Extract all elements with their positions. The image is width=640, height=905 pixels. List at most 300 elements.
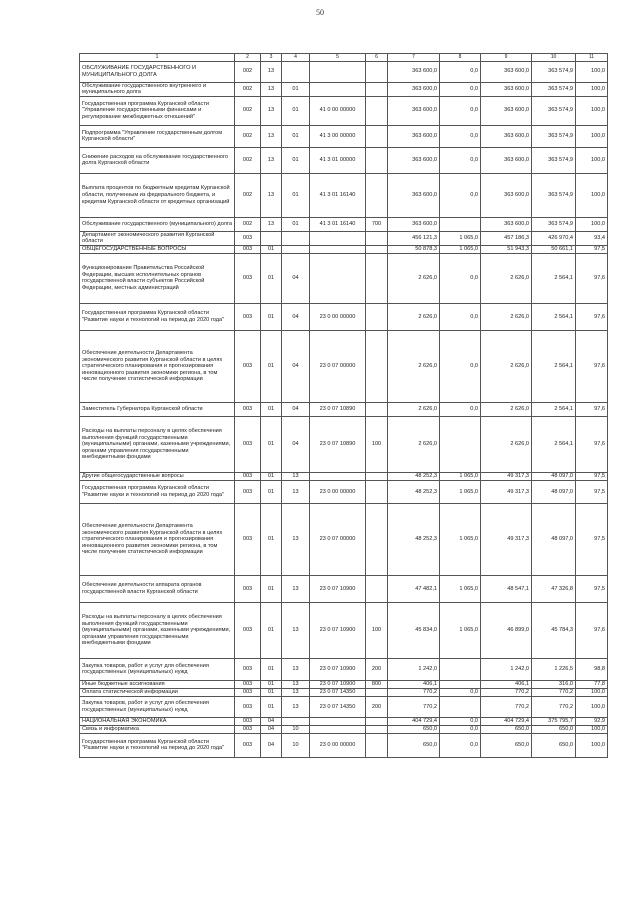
change-amount: 0,0 (440, 147, 481, 173)
expense-name: Обслуживание государственного внутреннего и муниципального долга (80, 82, 235, 96)
refined-amount: 363 600,0 (481, 217, 532, 231)
change-amount: 1 065,0 (440, 231, 481, 245)
executed-amount: 45 784,3 (532, 602, 576, 658)
execution-percent: 100,0 (576, 96, 608, 125)
column-number: 5 (310, 54, 366, 62)
subsection-code: 01 (282, 217, 310, 231)
executed-amount: 650,0 (532, 733, 576, 757)
change-amount: 0,0 (440, 330, 481, 402)
target-article-code: 41 3 00 00000 (310, 125, 366, 147)
approved-amount: 650,0 (388, 725, 440, 733)
target-article-code (310, 253, 366, 303)
executed-amount: 50 661,1 (532, 245, 576, 253)
expense-name: Департамент экономического развития Курганской области (80, 231, 235, 245)
execution-percent: 100,0 (576, 733, 608, 757)
subsection-code: 04 (282, 330, 310, 402)
approved-amount: 363 600,0 (388, 96, 440, 125)
expense-name: Снижение расходов на обслуживание государственного долга Курганской области (80, 147, 235, 173)
table-row (80, 245, 608, 253)
refined-amount: 2 626,0 (481, 416, 532, 472)
subsection-code (282, 245, 310, 253)
refined-amount: 2 626,0 (481, 253, 532, 303)
expense-type-code: 700 (366, 217, 388, 231)
table-row (80, 303, 608, 330)
admin-code: 003 (235, 330, 261, 402)
approved-amount: 2 626,0 (388, 402, 440, 416)
section-code: 01 (261, 575, 282, 602)
refined-amount: 49 317,3 (481, 480, 532, 503)
expense-type-code (366, 82, 388, 96)
approved-amount: 48 252,3 (388, 472, 440, 480)
section-code: 13 (261, 96, 282, 125)
table-row (80, 147, 608, 173)
change-amount: 1 065,0 (440, 575, 481, 602)
refined-amount: 363 600,0 (481, 173, 532, 217)
expense-type-code (366, 96, 388, 125)
refined-amount: 363 600,0 (481, 125, 532, 147)
expense-name: Закупка товаров, работ и услуг для обеспечения государственных (муниципальных) нужд (80, 658, 235, 680)
change-amount: 0,0 (440, 125, 481, 147)
execution-percent: 97,5 (576, 245, 608, 253)
column-number: 2 (235, 54, 261, 62)
target-article-code: 23 0 07 14350 (310, 688, 366, 696)
approved-amount: 363 600,0 (388, 82, 440, 96)
table-row (80, 575, 608, 602)
admin-code: 003 (235, 733, 261, 757)
expense-type-code (366, 330, 388, 402)
expense-type-code: 100 (366, 602, 388, 658)
column-number: 8 (440, 54, 481, 62)
target-article-code (310, 725, 366, 733)
expense-type-code: 100 (366, 416, 388, 472)
change-amount: 0,0 (440, 82, 481, 96)
section-code (261, 231, 282, 245)
subsection-code: 01 (282, 96, 310, 125)
executed-amount: 375 795,7 (532, 717, 576, 725)
execution-percent: 97,5 (576, 480, 608, 503)
admin-code: 003 (235, 575, 261, 602)
subsection-code: 10 (282, 733, 310, 757)
subsection-code: 04 (282, 402, 310, 416)
execution-percent: 97,6 (576, 303, 608, 330)
section-code: 01 (261, 303, 282, 330)
change-amount (440, 680, 481, 688)
expense-type-code (366, 733, 388, 757)
refined-amount: 46 899,0 (481, 602, 532, 658)
subsection-code: 01 (282, 82, 310, 96)
change-amount: 0,0 (440, 688, 481, 696)
admin-code: 003 (235, 253, 261, 303)
executed-amount: 363 574,9 (532, 125, 576, 147)
target-article-code: 23 0 07 00000 (310, 503, 366, 575)
table-row (80, 217, 608, 231)
execution-percent: 97,5 (576, 472, 608, 480)
expense-name: Подпрограмма "Управление государственным долгом Курганской области" (80, 125, 235, 147)
table-row (80, 658, 608, 680)
expense-name: Расходы на выплаты персоналу в целях обеспечения выполнения функций государственными (муниципальными) органами, казенными учреждениями, органами управления государственными внебюджетными фондами (80, 416, 235, 472)
expense-name: Государственная программа Курганской области "Развитие науки и технологий на период до 2020 года" (80, 480, 235, 503)
expense-type-code (366, 472, 388, 480)
admin-code: 003 (235, 688, 261, 696)
table-row (80, 733, 608, 757)
execution-percent: 97,6 (576, 416, 608, 472)
table-row (80, 472, 608, 480)
executed-amount: 426 970,4 (532, 231, 576, 245)
refined-amount: 406,1 (481, 680, 532, 688)
section-code: 04 (261, 717, 282, 725)
executed-amount: 363 574,9 (532, 147, 576, 173)
column-number: 9 (481, 54, 532, 62)
expense-name: Другие общегосударственные вопросы (80, 472, 235, 480)
table-row (80, 480, 608, 503)
column-number: 10 (532, 54, 576, 62)
section-code: 01 (261, 245, 282, 253)
change-amount: 0,0 (440, 96, 481, 125)
subsection-code: 01 (282, 173, 310, 217)
admin-code: 002 (235, 61, 261, 82)
refined-amount: 404 729,4 (481, 717, 532, 725)
execution-percent: 100,0 (576, 82, 608, 96)
expense-type-code (366, 125, 388, 147)
expense-type-code: 800 (366, 680, 388, 688)
expense-name: Обслуживание государственного (муниципального) долга (80, 217, 235, 231)
refined-amount: 2 626,0 (481, 303, 532, 330)
table-row (80, 173, 608, 217)
subsection-code: 01 (282, 147, 310, 173)
target-article-code: 23 0 07 10900 (310, 680, 366, 688)
expense-name: ОБЩЕГОСУДАРСТВЕННЫЕ ВОПРОСЫ (80, 245, 235, 253)
table-row (80, 725, 608, 733)
expense-type-code (366, 61, 388, 82)
table-row (80, 96, 608, 125)
refined-amount: 770,2 (481, 688, 532, 696)
table-row (80, 688, 608, 696)
expense-name: Заместитель Губернатора Курганской области (80, 402, 235, 416)
subsection-code: 13 (282, 575, 310, 602)
approved-amount: 48 252,3 (388, 480, 440, 503)
section-code: 01 (261, 680, 282, 688)
refined-amount: 770,2 (481, 696, 532, 717)
executed-amount: 48 097,0 (532, 503, 576, 575)
change-amount (440, 217, 481, 231)
approved-amount: 456 121,3 (388, 231, 440, 245)
execution-percent: 100,0 (576, 125, 608, 147)
expense-type-code (366, 725, 388, 733)
expense-name: НАЦИОНАЛЬНАЯ ЭКОНОМИКА (80, 717, 235, 725)
approved-amount: 48 252,3 (388, 503, 440, 575)
table-row (80, 680, 608, 688)
column-number: 11 (576, 54, 608, 62)
admin-code: 003 (235, 680, 261, 688)
executed-amount: 2 564,1 (532, 253, 576, 303)
target-article-code: 23 0 00 00000 (310, 303, 366, 330)
refined-amount: 51 943,3 (481, 245, 532, 253)
admin-code: 003 (235, 245, 261, 253)
change-amount: 0,0 (440, 717, 481, 725)
section-code: 13 (261, 61, 282, 82)
subsection-code: 04 (282, 253, 310, 303)
change-amount: 0,0 (440, 725, 481, 733)
change-amount: 1 065,0 (440, 472, 481, 480)
executed-amount: 363 574,9 (532, 96, 576, 125)
expense-type-code (366, 173, 388, 217)
subsection-code: 13 (282, 503, 310, 575)
execution-percent: 100,0 (576, 61, 608, 82)
table-row (80, 416, 608, 472)
admin-code: 003 (235, 602, 261, 658)
subsection-code: 13 (282, 696, 310, 717)
page-number: 50 (316, 8, 324, 17)
subsection-code: 13 (282, 480, 310, 503)
admin-code: 003 (235, 416, 261, 472)
approved-amount: 363 600,0 (388, 173, 440, 217)
expense-name: Обеспечение деятельности Департамента экономического развития Курганской области в целях стратегического планирования и прогнозирования инновационного развития экономики региона, в том числе получение статистической информации (80, 330, 235, 402)
subsection-code: 10 (282, 725, 310, 733)
subsection-code: 13 (282, 602, 310, 658)
table-row (80, 125, 608, 147)
column-number: 1 (80, 54, 235, 62)
admin-code: 003 (235, 717, 261, 725)
execution-percent: 97,5 (576, 503, 608, 575)
expense-name: Оплата статистической информации (80, 688, 235, 696)
admin-code: 002 (235, 82, 261, 96)
subsection-code: 01 (282, 125, 310, 147)
admin-code: 002 (235, 173, 261, 217)
approved-amount: 45 834,0 (388, 602, 440, 658)
change-amount: 0,0 (440, 733, 481, 757)
expense-name: Иные бюджетные ассигнования (80, 680, 235, 688)
target-article-code: 23 0 07 10900 (310, 602, 366, 658)
approved-amount: 363 600,0 (388, 61, 440, 82)
execution-percent: 98,8 (576, 658, 608, 680)
expense-name: Государственная программа Курганской области "Развитие науки и технологий на период до 2020 года" (80, 733, 235, 757)
subsection-code (282, 61, 310, 82)
column-number: 7 (388, 54, 440, 62)
subsection-code: 13 (282, 680, 310, 688)
section-code: 01 (261, 472, 282, 480)
target-article-code (310, 717, 366, 725)
expense-type-code (366, 480, 388, 503)
execution-percent: 97,5 (576, 575, 608, 602)
section-code: 01 (261, 503, 282, 575)
expense-type-code (366, 402, 388, 416)
target-article-code: 23 0 00 00000 (310, 480, 366, 503)
admin-code: 003 (235, 480, 261, 503)
execution-percent: 97,6 (576, 253, 608, 303)
column-number-row (80, 54, 608, 62)
column-number: 3 (261, 54, 282, 62)
subsection-code: 13 (282, 658, 310, 680)
expense-type-code (366, 231, 388, 245)
table-row (80, 82, 608, 96)
approved-amount: 363 600,0 (388, 147, 440, 173)
expense-name: Государственная программа Курганской области "Управление государственными финансами и регулирование межбюджетных отношений" (80, 96, 235, 125)
section-code: 13 (261, 147, 282, 173)
admin-code: 002 (235, 147, 261, 173)
admin-code: 002 (235, 96, 261, 125)
admin-code: 002 (235, 217, 261, 231)
expense-name: Государственная программа Курганской области "Развитие науки и технологий на период до 2020 года" (80, 303, 235, 330)
budget-table (79, 53, 608, 758)
target-article-code (310, 231, 366, 245)
approved-amount: 404 729,4 (388, 717, 440, 725)
section-code: 01 (261, 658, 282, 680)
admin-code: 003 (235, 696, 261, 717)
section-code: 13 (261, 217, 282, 231)
change-amount: 1 065,0 (440, 503, 481, 575)
section-code: 01 (261, 602, 282, 658)
execution-percent: 77,8 (576, 680, 608, 688)
subsection-code: 13 (282, 688, 310, 696)
section-code: 13 (261, 173, 282, 217)
approved-amount: 406,1 (388, 680, 440, 688)
expense-name: Закупка товаров, работ и услуг для обеспечения государственных (муниципальных) нужд (80, 696, 235, 717)
target-article-code: 23 0 07 10900 (310, 658, 366, 680)
refined-amount: 363 600,0 (481, 96, 532, 125)
executed-amount: 1 226,5 (532, 658, 576, 680)
refined-amount: 2 626,0 (481, 330, 532, 402)
change-amount: 0,0 (440, 253, 481, 303)
column-number: 4 (282, 54, 310, 62)
section-code: 01 (261, 402, 282, 416)
target-article-code: 23 0 07 10900 (310, 575, 366, 602)
refined-amount: 363 600,0 (481, 147, 532, 173)
section-code: 04 (261, 725, 282, 733)
column-number: 6 (366, 54, 388, 62)
change-amount (440, 416, 481, 472)
target-article-code: 41 3 01 16140 (310, 217, 366, 231)
section-code: 01 (261, 253, 282, 303)
table-row (80, 61, 608, 82)
target-article-code: 41 0 00 00000 (310, 96, 366, 125)
expense-type-code (366, 147, 388, 173)
table-row (80, 402, 608, 416)
target-article-code (310, 245, 366, 253)
executed-amount: 363 574,9 (532, 82, 576, 96)
expense-type-code (366, 575, 388, 602)
refined-amount: 650,0 (481, 733, 532, 757)
approved-amount: 363 600,0 (388, 125, 440, 147)
table-row (80, 717, 608, 725)
admin-code: 002 (235, 125, 261, 147)
change-amount: 1 065,0 (440, 480, 481, 503)
subsection-code (282, 717, 310, 725)
approved-amount: 770,2 (388, 696, 440, 717)
admin-code: 003 (235, 503, 261, 575)
section-code: 01 (261, 688, 282, 696)
execution-percent: 100,0 (576, 173, 608, 217)
approved-amount: 363 600,0 (388, 217, 440, 231)
approved-amount: 47 482,1 (388, 575, 440, 602)
executed-amount: 770,2 (532, 688, 576, 696)
executed-amount: 770,2 (532, 696, 576, 717)
approved-amount: 50 878,3 (388, 245, 440, 253)
section-code: 13 (261, 125, 282, 147)
subsection-code: 04 (282, 416, 310, 472)
change-amount (440, 658, 481, 680)
approved-amount: 650,0 (388, 733, 440, 757)
expense-type-code (366, 253, 388, 303)
executed-amount: 47 326,8 (532, 575, 576, 602)
change-amount: 1 065,0 (440, 602, 481, 658)
target-article-code (310, 82, 366, 96)
approved-amount: 2 626,0 (388, 253, 440, 303)
execution-percent: 100,0 (576, 688, 608, 696)
approved-amount: 2 626,0 (388, 303, 440, 330)
expense-name: Обеспечение деятельности Департамента экономического развития Курганской области в целях стратегического планирования и прогнозирования инновационного развития экономики региона, в том числе получение статистической информации (80, 503, 235, 575)
target-article-code: 23 0 07 00000 (310, 330, 366, 402)
executed-amount: 2 564,1 (532, 416, 576, 472)
executed-amount: 48 097,0 (532, 480, 576, 503)
executed-amount: 48 097,0 (532, 472, 576, 480)
section-code: 01 (261, 480, 282, 503)
table-row (80, 231, 608, 245)
executed-amount: 2 564,1 (532, 303, 576, 330)
execution-percent: 100,0 (576, 217, 608, 231)
approved-amount: 2 626,0 (388, 416, 440, 472)
change-amount: 1 065,0 (440, 245, 481, 253)
approved-amount: 2 626,0 (388, 330, 440, 402)
refined-amount: 48 547,1 (481, 575, 532, 602)
expense-type-code (366, 717, 388, 725)
section-code: 01 (261, 330, 282, 402)
change-amount: 0,0 (440, 303, 481, 330)
expense-type-code (366, 303, 388, 330)
target-article-code (310, 472, 366, 480)
change-amount: 0,0 (440, 173, 481, 217)
section-code: 01 (261, 696, 282, 717)
refined-amount: 49 317,3 (481, 472, 532, 480)
approved-amount: 770,2 (388, 688, 440, 696)
section-code: 13 (261, 82, 282, 96)
table-row (80, 602, 608, 658)
admin-code: 003 (235, 231, 261, 245)
executed-amount: 2 564,1 (532, 330, 576, 402)
expense-type-code (366, 688, 388, 696)
execution-percent: 97,6 (576, 330, 608, 402)
table-row (80, 330, 608, 402)
executed-amount: 363 574,9 (532, 173, 576, 217)
subsection-code: 04 (282, 303, 310, 330)
executed-amount: 650,0 (532, 725, 576, 733)
target-article-code: 41 3 01 16140 (310, 173, 366, 217)
section-code: 01 (261, 416, 282, 472)
refined-amount: 2 626,0 (481, 402, 532, 416)
execution-percent: 97,6 (576, 602, 608, 658)
refined-amount: 650,0 (481, 725, 532, 733)
expense-type-code (366, 503, 388, 575)
target-article-code: 23 0 07 10890 (310, 402, 366, 416)
change-amount (440, 696, 481, 717)
execution-percent: 93,4 (576, 231, 608, 245)
executed-amount: 363 574,9 (532, 217, 576, 231)
executed-amount: 363 574,9 (532, 61, 576, 82)
admin-code: 003 (235, 303, 261, 330)
expense-name: Функционирование Правительства Российской Федерации, высших исполнительных органов государственной власти субъектов Российской Федерации, местных администраций (80, 253, 235, 303)
change-amount: 0,0 (440, 402, 481, 416)
executed-amount: 316,0 (532, 680, 576, 688)
target-article-code: 41 3 01 00000 (310, 147, 366, 173)
refined-amount: 457 186,3 (481, 231, 532, 245)
section-code: 04 (261, 733, 282, 757)
target-article-code: 23 0 00 00000 (310, 733, 366, 757)
target-article-code (310, 61, 366, 82)
expense-type-code: 200 (366, 658, 388, 680)
admin-code: 003 (235, 472, 261, 480)
refined-amount: 49 317,3 (481, 503, 532, 575)
table-row (80, 253, 608, 303)
execution-percent: 100,0 (576, 725, 608, 733)
